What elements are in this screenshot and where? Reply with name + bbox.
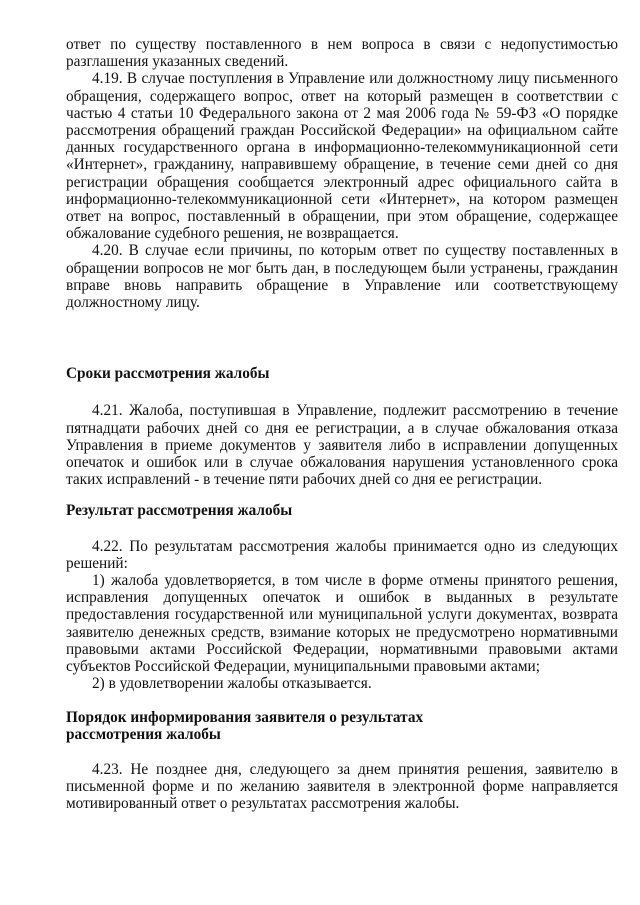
list-item-2: 2) в удовлетворении жалобы отказывается. [92,675,372,693]
paragraph-4-21: 4.21. Жалоба, поступившая в Управление, подлежит рассмотрению в течение пятнадцати рабочих дней со дня ее регистрации, а в случае обжалования отказа Управления в приеме документов у заявителя либо в исправлении допущенных опечаток и ошибок или в случае обжалования нарушения установленного срока таких исправлений - в течение пяти рабочих дней со дня ее регистрации. [66,402,618,489]
section-heading-review-terms: Сроки рассмотрения жалобы [66,365,270,383]
paragraph-4-20: 4.20. В случае если причины, по которым ответ по существу поставленных в обращении вопросов не мог быть дан, в последующем были устранены, гражданин вправе вновь направить обращение в Управление или соответствующему должностному лицу. [66,242,618,312]
heading-line-1: Порядок информирования заявителя о результатах [66,708,424,726]
heading-line-2: рассмотрения жалобы [66,725,221,743]
paragraph-4-23: 4.23. Не позднее дня, следующего за днем принятия решения, заявителю в письменной форме и по желанию заявителя в электронной форме направляется мотивированный ответ о результатах рассмотрения жалобы. [66,760,618,813]
paragraph-4-19: 4.19. В случае поступления в Управление или должностному лицу письменного обращения, содержащего вопрос, ответ на который размещен в соответствии с частью 4 статьи 10 Федерального закона от 2 мая 2006 года № 59-ФЗ «О порядке рассмотрения обращений граждан Российской Федерации» на официальном сайте данных государственного органа в информационно-телекоммуникационной сети «Интернет», гражданину, направившему обращение, в течение семи дней со дня регистрации обращения сообщается электронный адрес официального сайта в информационно-телекоммуникационной сети «Интернет», на котором размещен ответ на вопрос, поставленный в обращении, при этом обращение, содержащее обжалование судебного решения, не возвращается. [66,70,618,243]
section-heading-review-result: Результат рассмотрения жалобы [66,502,293,520]
document-page [66,36,618,813]
paragraph-continuation: ответ по существу поставленного в нем вопроса в связи с недопустимостью разглашения указанных сведений. [66,36,618,71]
section-heading-informing-procedure [66,709,618,743]
list-item-1: 1) жалоба удовлетворяется, в том числе в форме отмены принятого решения, исправления допущенных опечаток и ошибок в выданных в результате предоставления государственной или муниципальной услуги документах, возврата заявителю денежных средств, взимание которых не предусмотрено нормативными правовыми актами Российской Федерации, нормативными правовыми актами субъектов Российской Федерации, муниципальными правовыми актами; [66,572,618,676]
paragraph-4-22: 4.22. По результатам рассмотрения жалобы принимается одно из следующих решений: [66,537,618,572]
